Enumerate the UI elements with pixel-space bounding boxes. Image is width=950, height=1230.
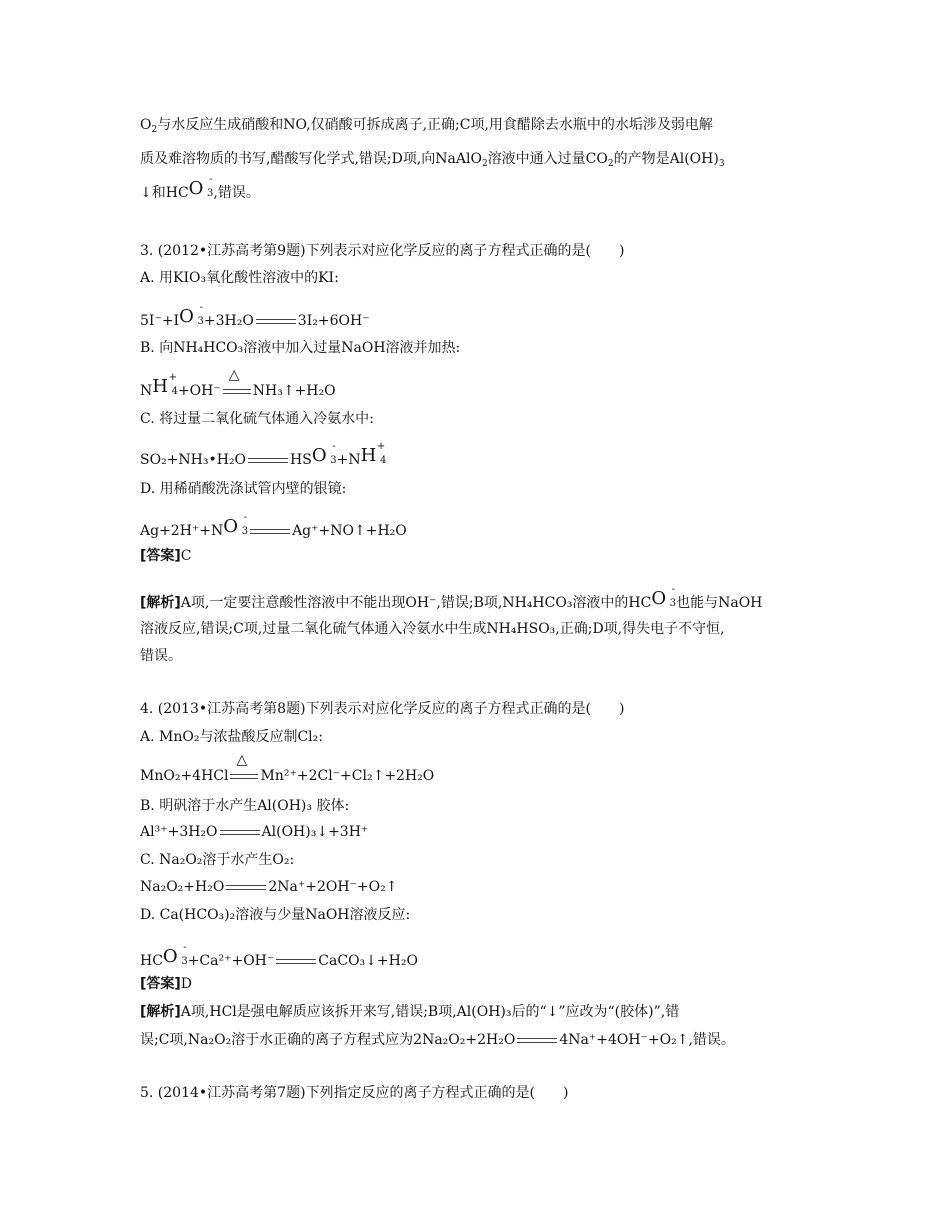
q3-option-a: A. 用KIO₃氧化酸性溶液中的KI: — [140, 270, 339, 286]
q3-equation-a: 5I⁻+IO - 3 +3H₂O 3I₂+6OH⁻ — [140, 302, 370, 329]
delta-icon: △ — [236, 752, 248, 768]
q4-option-c: C. Na₂O₂溶于水产生O₂: — [140, 852, 295, 868]
ammonium-ion-fragment: H + 4 — [152, 372, 178, 397]
q3-analysis-1: [解析]A项,一定要注意酸性溶液中不能出现OH⁻,错误;B项,NH₄HCO₃溶液中的HCO - 3 也能与NaOH — [140, 584, 763, 611]
q4-option-a: A. MnO₂与浓盐酸反应制Cl₂: — [140, 729, 323, 745]
q3-equation-d: Ag+2H⁺+NO - 3 Ag⁺+NO↑+H₂O — [140, 512, 407, 539]
iodate-ion-fragment: O - 3 — [179, 302, 204, 327]
q3-answer: [答案]C — [140, 548, 192, 564]
heat-equals-sign — [230, 752, 258, 785]
heat-equals-sign — [223, 367, 251, 400]
q3-analysis-2: 溶液反应,错误;C项,过量二氧化硫气体通入冷氨水中生成NH₄HSO₃,正确;D项,得失电子不守恒, — [140, 621, 725, 637]
bicarbonate-ion-fragment: O - 3 — [188, 174, 214, 199]
intro-line-1: $O_2$与水反应生成硝酸和NO,仅硝酸可拆成离子,正确;C项,用食醋除去水瓶中的水垢涉及弱电解 — [140, 117, 713, 135]
equals-sign — [220, 823, 260, 841]
equals-sign — [250, 522, 290, 540]
q4-answer: [答案]D — [140, 976, 193, 992]
equals-sign — [256, 312, 296, 330]
q4-equation-a: MnO₂+4HCl △ Mn²⁺+2Cl⁻+Cl₂↑+2H₂O — [140, 752, 435, 784]
nitrate-ion-fragment: O - 3 — [223, 512, 249, 537]
equals-sign — [517, 1031, 557, 1049]
equals-sign — [248, 451, 288, 469]
q3-option-c: C. 将过量二氧化硫气体通入冷氨水中: — [140, 411, 374, 427]
intro-line-2: 质及难溶物质的书写,醋酸写化学式,错误;D项,向NaAlO$_2$溶液中通入过量$CO_2$的产物是$Al(OH)_3$ — [140, 151, 725, 169]
q4-analysis-2: 误;C项,Na₂O₂溶于水正确的离子方程式应为2Na₂O₂+2H₂O 4Na⁺+4OH⁻+O₂↑,错误。 — [140, 1032, 735, 1048]
q4-option-b: B. 明矾溶于水产生Al(OH)₃ 胶体: — [140, 798, 350, 814]
bisulfite-ion-fragment: O - 3 — [311, 441, 337, 466]
delta-icon: △ — [228, 367, 240, 383]
ammonium-ion-fragment: H + 4 — [360, 441, 387, 466]
q3-analysis-3: 错误。 — [140, 648, 182, 664]
q3-option-d: D. 用稀硝酸洗涤试管内壁的银镜: — [140, 481, 347, 497]
q4-equation-d: HCO - 3 +Ca²⁺+OH⁻ CaCO₃↓+H₂O — [140, 942, 418, 969]
q4-equation-b: Al³⁺+3H₂O Al(OH)₃↓+3H⁺ — [140, 824, 369, 840]
bicarbonate-ion-fragment: O - 3 — [651, 584, 677, 609]
equals-sign — [276, 952, 316, 970]
q3-equation-b: NH + 4 +OH⁻ △ NH₃↑+H₂O — [140, 367, 336, 399]
q5-stem: 5. (2014•江苏高考第7题)下列指定反应的离子方程式正确的是( ) — [140, 1085, 569, 1101]
q3-stem: 3. (2012•江苏高考第9题)下列表示对应化学反应的离子方程式正确的是( ) — [140, 243, 625, 259]
q3-option-b: B. 向NH₄HCO₃溶液中加入过量NaOH溶液并加热: — [140, 340, 461, 356]
intro-line-3: ↓和HCO - 3 ,错误。 — [140, 174, 260, 201]
q3-equation-c: SO₂+NH₃•H₂O HSO - 3 +NH + 4 — [140, 441, 387, 468]
q4-analysis-1: [解析]A项,HCl是强电解质应该拆开来写,错误;B项,Al(OH)₃后的“↓”应改为“(胶体)”,错 — [140, 1004, 680, 1020]
bicarbonate-ion-fragment: O - 3 — [162, 942, 188, 967]
q4-stem: 4. (2013•江苏高考第8题)下列表示对应化学反应的离子方程式正确的是( ) — [140, 701, 625, 717]
q4-option-d: D. Ca(HCO₃)₂溶液与少量NaOH溶液反应: — [140, 907, 411, 923]
q4-equation-c: Na₂O₂+H₂O 2Na⁺+2OH⁻+O₂↑ — [140, 879, 398, 895]
equals-sign — [226, 878, 266, 896]
